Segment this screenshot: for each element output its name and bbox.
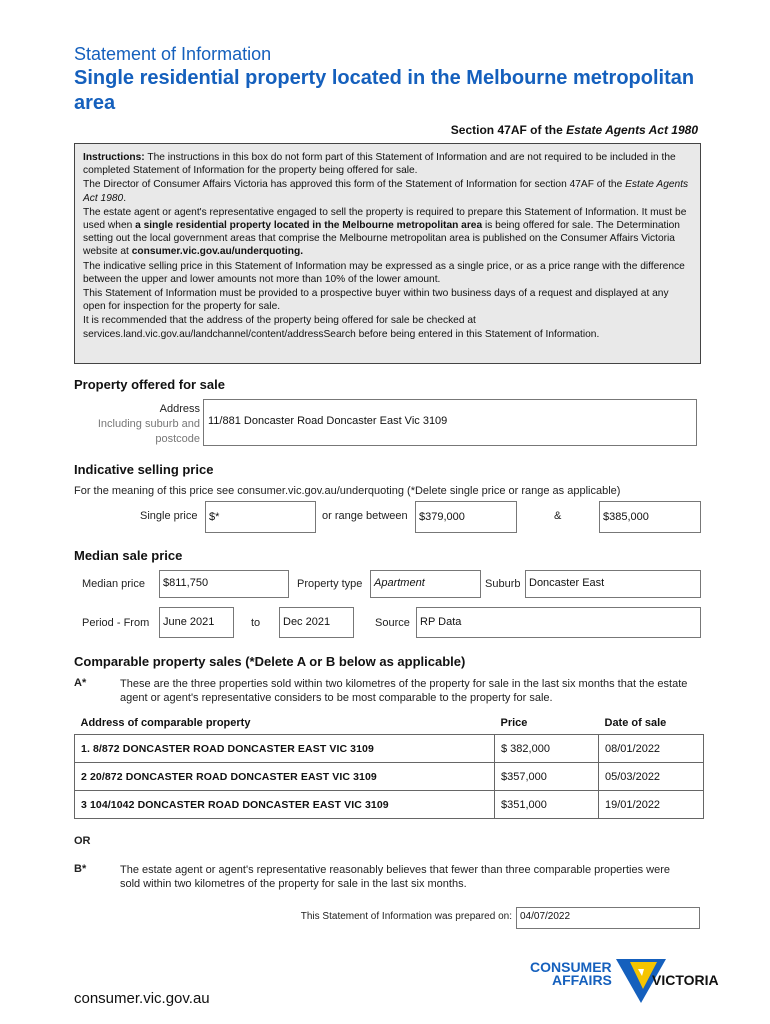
table-header-row (75, 715, 704, 735)
period-from-label: Period - From (82, 617, 150, 629)
comparable-price[interactable]: $357,000 (495, 763, 599, 791)
period-to-label: to (251, 617, 261, 629)
single-price-field[interactable]: $* (205, 501, 316, 533)
prepared-label: This Statement of Information was prepared on: (300, 911, 512, 922)
comparable-heading: Comparable property sales (*Delete A or B below as applicable) (74, 654, 466, 669)
prepared-date-field[interactable]: 04/07/2022 (516, 907, 700, 929)
comparable-price[interactable]: $351,000 (495, 791, 599, 819)
range-high-field[interactable]: $385,000 (599, 501, 701, 533)
instructions-p6: It is recommended that the address of the property being offered for sale be checked at services.land.vic.gov.au/landchannel/content/addressSearch before being entered in this Statement of Information. (83, 315, 600, 340)
comparable-table (74, 715, 704, 819)
property-heading: Property offered for sale (74, 377, 225, 392)
range-label: or range between (322, 510, 408, 522)
suburb-field[interactable]: Doncaster East (525, 570, 701, 598)
comparable-date[interactable]: 19/01/2022 (599, 791, 704, 819)
comparable-price[interactable]: $ 382,000 (495, 735, 599, 763)
or-label: OR (74, 835, 91, 847)
section-reference: Section 47AF of the Estate Agents Act 1980 (450, 123, 698, 137)
property-type-label: Property type (297, 578, 363, 590)
instructions-p2: The Director of Consumer Affairs Victoria has approved this form of the Statement of Information for section 47AF of the Estate Agents Act 1980. (83, 179, 689, 204)
form-kicker: Statement of Information (74, 44, 272, 64)
instructions-box (74, 143, 701, 364)
column-date: Date of sale (604, 717, 667, 729)
column-price: Price (500, 717, 528, 729)
property-type-field[interactable]: Apartment (370, 570, 481, 598)
source-field[interactable]: RP Data (416, 607, 701, 638)
comparable-address[interactable]: 3 104/1042 DONCASTER ROAD DONCASTER EAST VIC 3109 (75, 791, 495, 819)
option-b-text: The estate agent or agent's representative reasonably believes that fewer than three comparable properties were sold within two kilometres of the property for sale in the last six months. (120, 864, 670, 890)
range-low-field[interactable]: $379,000 (415, 501, 517, 533)
single-price-label: Single price (140, 510, 198, 522)
comparable-address[interactable]: 1. 8/872 DONCASTER ROAD DONCASTER EAST VIC 3109 (75, 735, 495, 763)
address-label: Address Including suburb and postcode (97, 403, 200, 445)
column-address: Address of comparable property (80, 717, 251, 729)
option-a-text: These are the three properties sold within two kilometres of the property for sale in the last six months that the estate agent or agent's representative considers to be most comparable to the property for sale. (120, 678, 688, 704)
comparable-date[interactable]: 08/01/2022 (599, 735, 704, 763)
footer-url: consumer.vic.gov.au (74, 990, 210, 1007)
page-title: Single residential property located in the Melbourne metropolitan area (74, 67, 695, 114)
range-ampersand: & (554, 510, 562, 522)
period-from-field[interactable]: June 2021 (159, 607, 234, 638)
table-row (75, 791, 704, 819)
instructions-p3: The estate agent or agent's representative engaged to sell the property is required to prepare this Statement of Information. It must be used when a single residential property located in the Melbourne metropolitan area is being offered for sale. The Determination setting out the local government areas that comprise the Melbourne metropolitan area is published on the Consumer Affairs Victoria website at consumer.vic.gov.au/underquoting. (83, 206, 687, 258)
median-price-field[interactable]: $811,750 (159, 570, 289, 598)
source-label: Source (375, 617, 410, 629)
instructions-p1: Instructions: The instructions in this box do not form part of this Statement of Information and are not required to be included in the completed Statement of Information for the property being offered for sale. (83, 152, 676, 177)
table-row (75, 763, 704, 791)
median-heading: Median sale price (74, 548, 183, 563)
period-to-field[interactable]: Dec 2021 (279, 607, 354, 638)
consumer-affairs-victoria-logo: CONSUMER AFFAIRS VICTORIA (528, 958, 708, 1008)
table-row (75, 735, 704, 763)
option-a-label: A* (74, 677, 87, 689)
option-b-label: B* (74, 863, 87, 875)
instructions-p5: This Statement of Information must be provided to a prospective buyer within two business days of a request and displayed at any open for inspection for the property for sale. (83, 288, 669, 313)
median-price-label: Median price (82, 578, 145, 590)
indicative-heading: Indicative selling price (74, 462, 214, 477)
indicative-note: For the meaning of this price see consumer.vic.gov.au/underquoting (*Delete single price or range as applicable) (74, 485, 621, 497)
comparable-date[interactable]: 05/03/2022 (599, 763, 704, 791)
instructions-p4: The indicative selling price in this Statement of Information may be expressed as a single price, or as a price range with the difference between the upper and lower amounts not more than 10% of the lower amount. (83, 260, 685, 285)
comparable-address[interactable]: 2 20/872 DONCASTER ROAD DONCASTER EAST VIC 3109 (75, 763, 495, 791)
address-field[interactable]: 11/881 Doncaster Road Doncaster East Vic 3109 (203, 399, 697, 446)
suburb-label: Suburb (485, 578, 521, 590)
